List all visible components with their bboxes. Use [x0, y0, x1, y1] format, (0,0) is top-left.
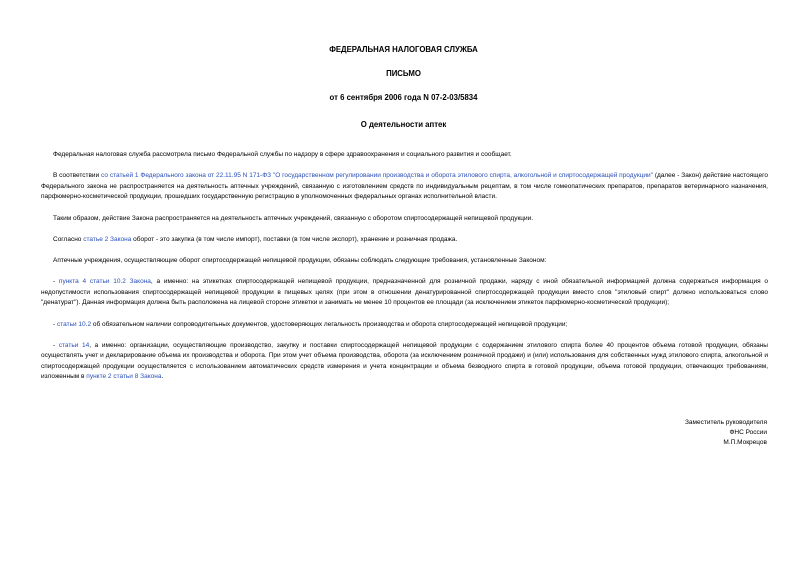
law-article-1-link[interactable]: со статьей 1 Федерального закона от 22.11.95 N 171-ФЗ "О государственном регулировании производства и оборота этилового спирта, алкогольной и спиртосодержащей продукции"	[101, 172, 653, 180]
law-article-8-p2-link[interactable]: пункте 2 статьи 8 Закона	[86, 373, 162, 381]
paragraph-requirements: Аптечные учреждения, осуществляющие оборот спиртосодержащей непищевой продукции, обязаны соблюдать следующие требования, установленные Законом:	[53, 256, 547, 264]
paragraph-intro: Федеральная налоговая служба рассмотрела письмо Федеральной службы по надзору в сфере здравоохранения и социального развития и сообщает.	[53, 151, 512, 158]
agency-title: ФЕДЕРАЛЬНАЯ НАЛОГОВАЯ СЛУЖБА	[329, 45, 478, 54]
paragraph-conclusion: Таким образом, действие Закона распространяется на деятельность аптечных учреждений, связанную с оборотом спиртосодержащей непищевой продукции.	[53, 214, 534, 222]
paragraph-turnover: Согласно статье 2 Закона оборот - это закупка (в том числе импорт), поставки (в том числе экспорт), хранение и розничная продажа.	[53, 235, 458, 243]
law-article-2-link[interactable]: статье 2 Закона	[83, 235, 132, 243]
paragraph-accounting: - статьи 14, а именно: организации, осуществляющие производство, закупку и поставки спиртосодержащей непищевой продукции с содержанием этилового спирта более 40 процентов объема готовой продукции, обязаны осуществлять учет и декларирование объема их производства и оборота. При этом учет объема производства, оборота (за исключением розничной продажи) и (или) использования для собственных нужд этилового спирта, алкогольной и спиртосодержащей продукции осуществляется с использованием автоматических средств измерения и учета концентрации и объема безводного спирта в готовой продукции, объема готовой продукции, отвечающих требованиям, изложенным в пункте 2 статьи 8 Закона.	[41, 341, 768, 381]
law-article-10-2-link[interactable]: статьи 10.2	[56, 320, 92, 328]
subject-title: О деятельности аптек	[360, 120, 447, 129]
signature-agency: ФНС России	[729, 429, 767, 437]
signature-position: Заместитель руководителя	[685, 419, 767, 426]
doc-type: ПИСЬМО	[386, 69, 421, 78]
paragraph-law-scope: В соответствии со статьей 1 Федерального закона от 22.11.95 N 171-ФЗ "О государственном регулировании производства и оборота этилового спирта, алкогольной и спиртосодержащей продукции" (далее - Закон) действие настоящего Федерального закона не распространяется на деятельность аптечных учреждений, связанную с изготовлением средств по индивидуальным рецептам, в том числе гомеопатических препаратов, препаратов ветеринарного назначения, парфюмерно-косметической продукции, прошедших государственную регистрацию в уполномоченных федеральных органах исполнительной власти.	[41, 172, 768, 201]
signature-block	[685, 418, 767, 449]
paragraph-documents: - статьи 10.2 об обязательном наличии сопроводительных документов, удостоверяющих легальность производства и оборота спиртосодержащей непищевой продукции;	[53, 320, 568, 328]
signature-name: М.П.Мокрецов	[723, 439, 767, 447]
paragraph-labeling: - пункта 4 статьи 10.2 Закона, а именно: на этикетках спиртосодержащей непищевой продукции, предназначенной для розничной продажи, наряду с иной обязательной информацией должна содержаться информация о недопустимости использования спиртосодержащей непищевой продукции в пищевых целях (при этом в отношении денатурированной спиртосодержащей продукции вместо слов "этиловый спирт" должно использоваться слово "денатурат"). Данная информация должна быть расположена на лицевой стороне этикетки и занимать не менее 10 процентов ее площади (за исключением этикеток парфюмерно-косметической продукции);	[41, 278, 768, 307]
letter-body	[41, 150, 768, 394]
law-article-14-link[interactable]: статьи 14	[58, 341, 90, 349]
law-article-10-2-p4-link[interactable]: пункта 4 статьи 10.2 Закона	[58, 278, 151, 286]
date-number: от 6 сентября 2006 года N 07-2-03/5834	[329, 93, 478, 102]
